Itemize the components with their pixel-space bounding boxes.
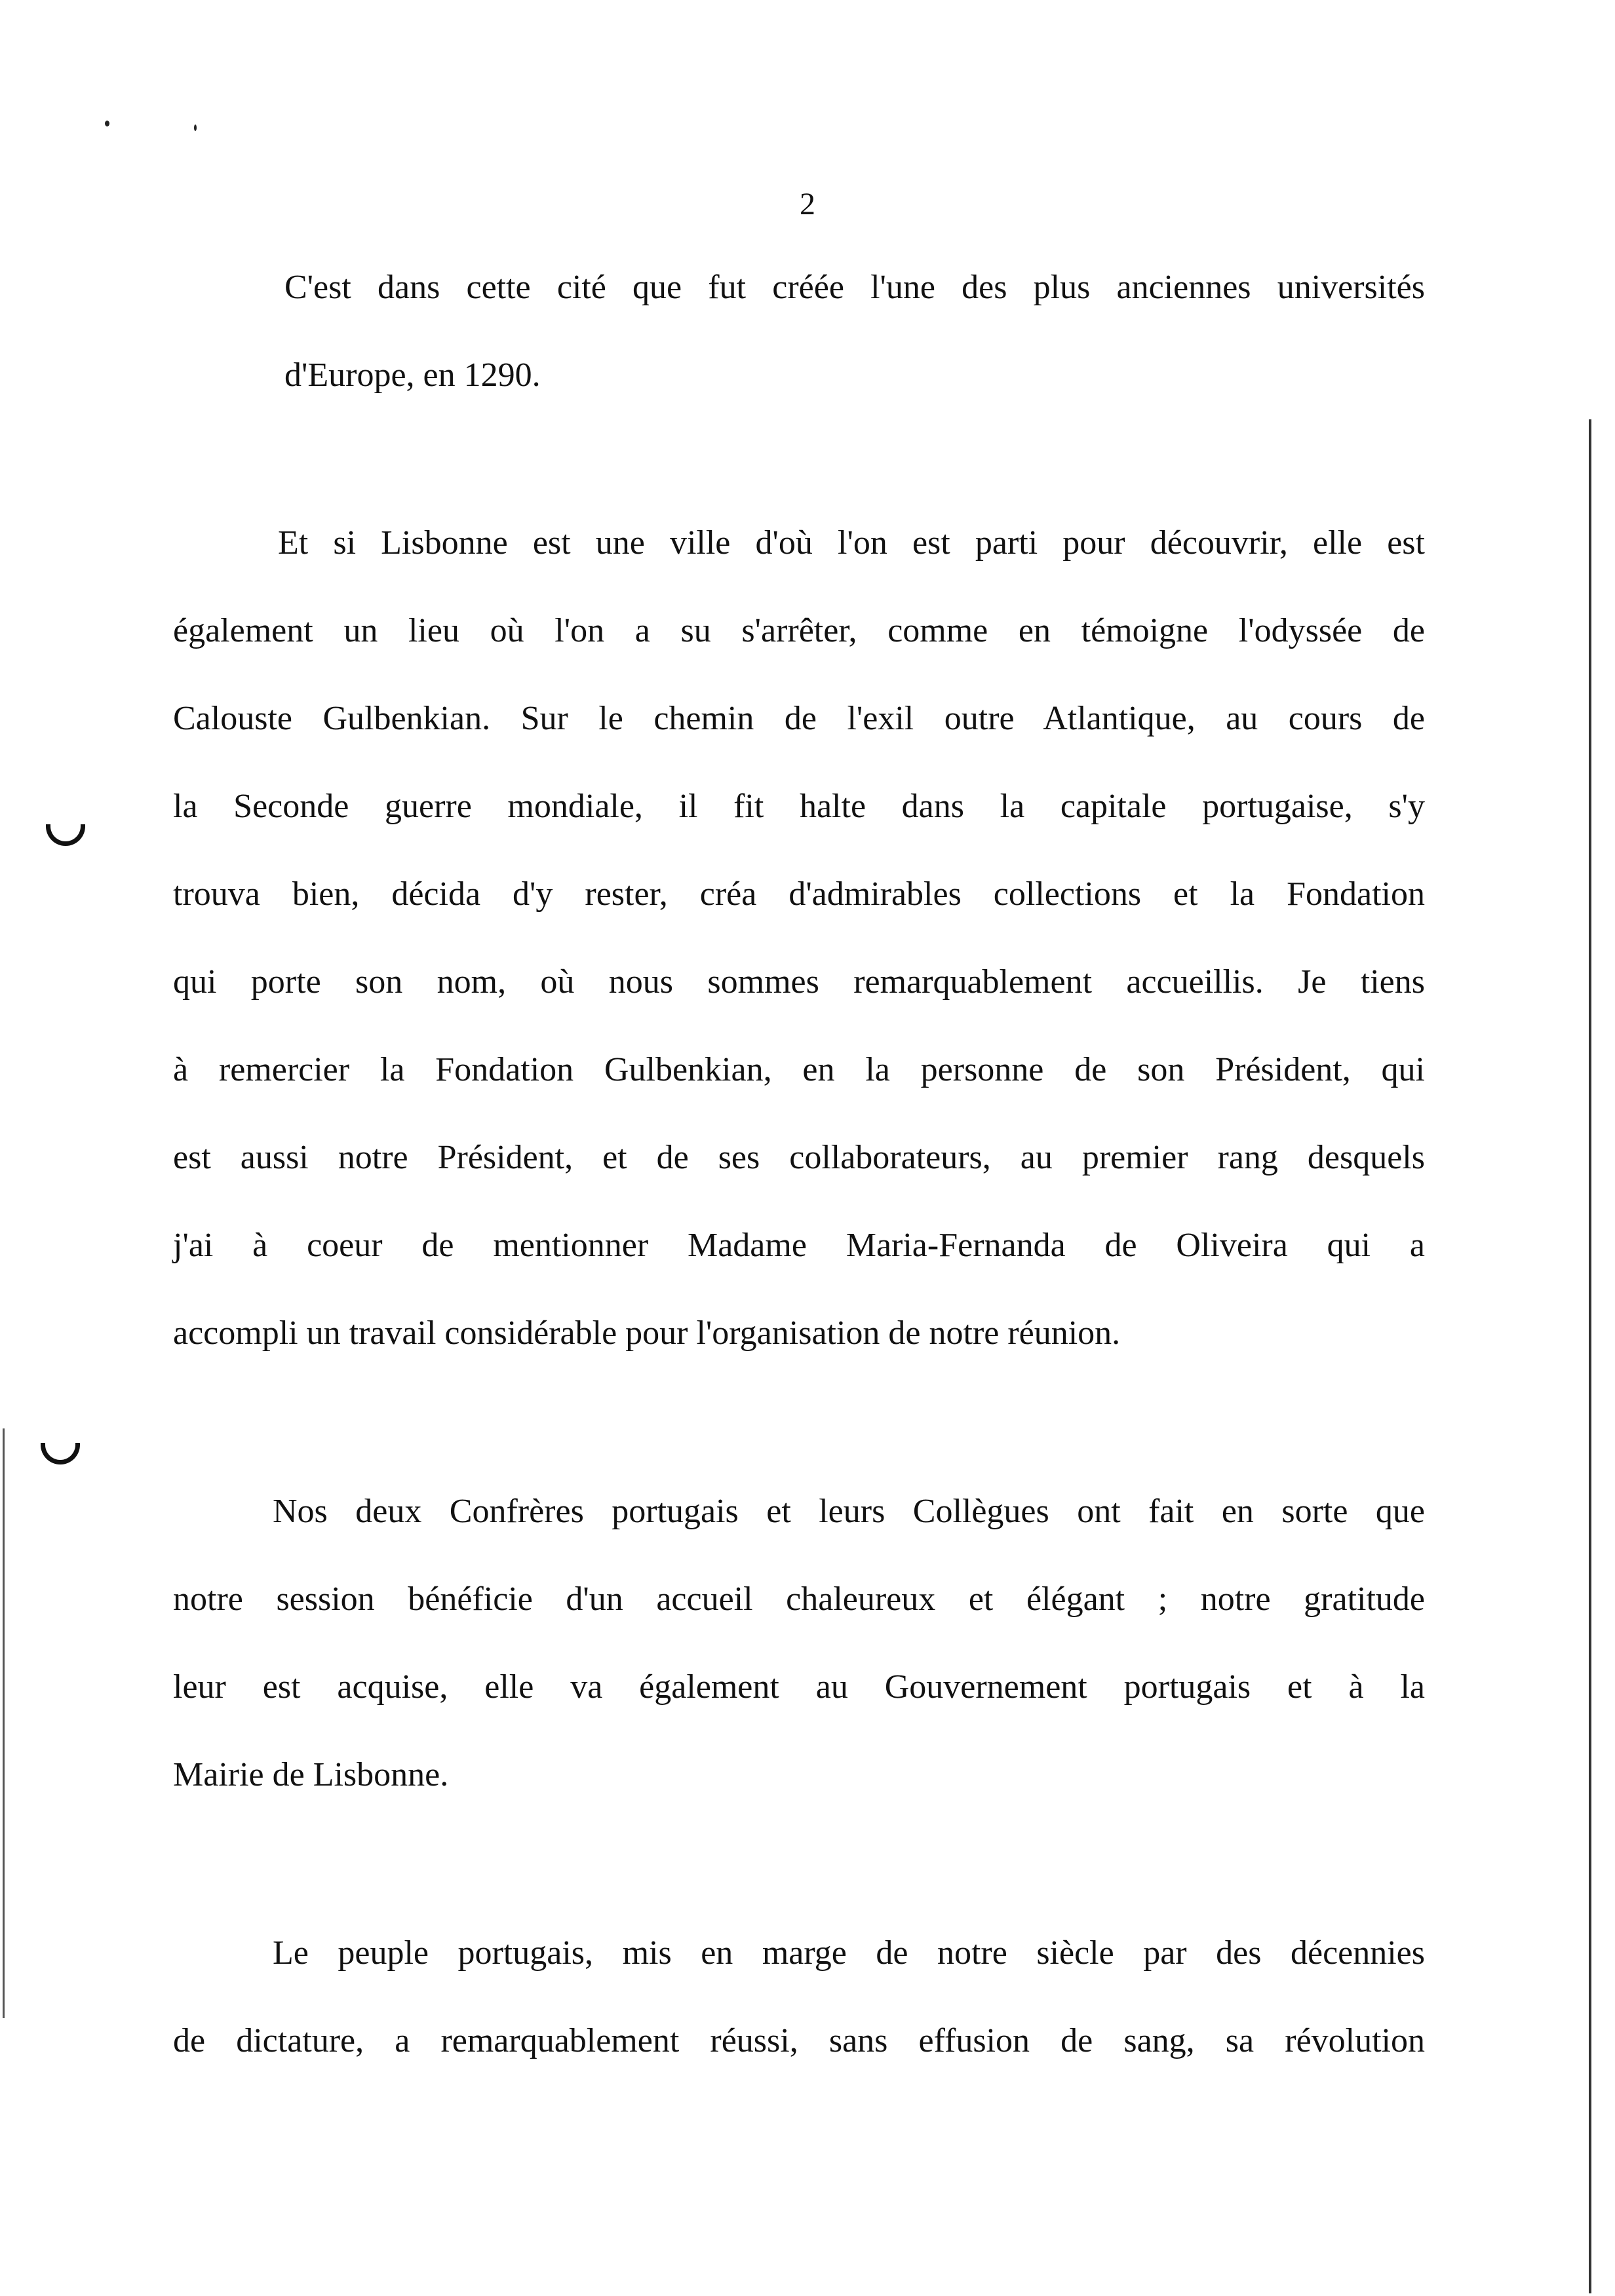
scan-edge-line bbox=[1589, 419, 1591, 2293]
text-line: trouva bien, décida d'y rester, créa d'admirables collections et la Fondation bbox=[173, 875, 1425, 913]
text-line: C'est dans cette cité que fut créée l'une des plus anciennes universités bbox=[284, 269, 1425, 306]
text-line: Mairie de Lisbonne. bbox=[173, 1756, 449, 1793]
text-line: est aussi notre Président, et de ses collaborateurs, au premier rang desquels bbox=[173, 1139, 1425, 1176]
text-line: Calouste Gulbenkian. Sur le chemin de l'exil outre Atlantique, au cours de bbox=[173, 700, 1425, 737]
text-line: Le peuple portugais, mis en marge de notre siècle par des décennies bbox=[273, 1934, 1425, 1972]
text-line: la Seconde guerre mondiale, il fit halte dans la capitale portugaise, s'y bbox=[173, 788, 1425, 825]
paragraph bbox=[173, 1468, 1425, 1819]
text-line: d'Europe, en 1290. bbox=[284, 356, 541, 394]
text-line: Nos deux Confrères portugais et leurs Collègues ont fait en sorte que bbox=[273, 1493, 1425, 1530]
text-line: qui porte son nom, où nous sommes remarquablement accueillis. Je tiens bbox=[173, 963, 1425, 1001]
scan-speck bbox=[105, 121, 109, 126]
scan-edge-line bbox=[3, 1428, 5, 2018]
text-line: Et si Lisbonne est une ville d'où l'on est parti pour découvrir, elle est bbox=[278, 524, 1425, 562]
text-line: j'ai à coeur de mentionner Madame Maria-Fernanda de Oliveira qui a bbox=[173, 1227, 1425, 1264]
page-number: 2 bbox=[800, 187, 815, 221]
text-line: de dictature, a remarquablement réussi, sans effusion de sang, sa révolution bbox=[173, 2022, 1425, 2059]
paragraph bbox=[173, 244, 1425, 419]
margin-mark bbox=[41, 1443, 80, 1464]
text-line: leur est acquise, elle va également au Gouvernement portugais et à la bbox=[173, 1668, 1425, 1706]
paragraph bbox=[173, 499, 1425, 1377]
text-line: accompli un travail considérable pour l'organisation de notre réunion. bbox=[173, 1314, 1121, 1352]
scan-speck bbox=[194, 124, 197, 131]
text-line: à remercier la Fondation Gulbenkian, en la personne de son Président, qui bbox=[173, 1051, 1425, 1088]
text-line: notre session bénéficie d'un accueil chaleureux et élégant ; notre gratitude bbox=[173, 1580, 1425, 1618]
text-line: également un lieu où l'on a su s'arrêter, comme en témoigne l'odyssée de bbox=[173, 612, 1425, 649]
paragraph bbox=[173, 1909, 1425, 2085]
margin-mark bbox=[46, 824, 85, 846]
